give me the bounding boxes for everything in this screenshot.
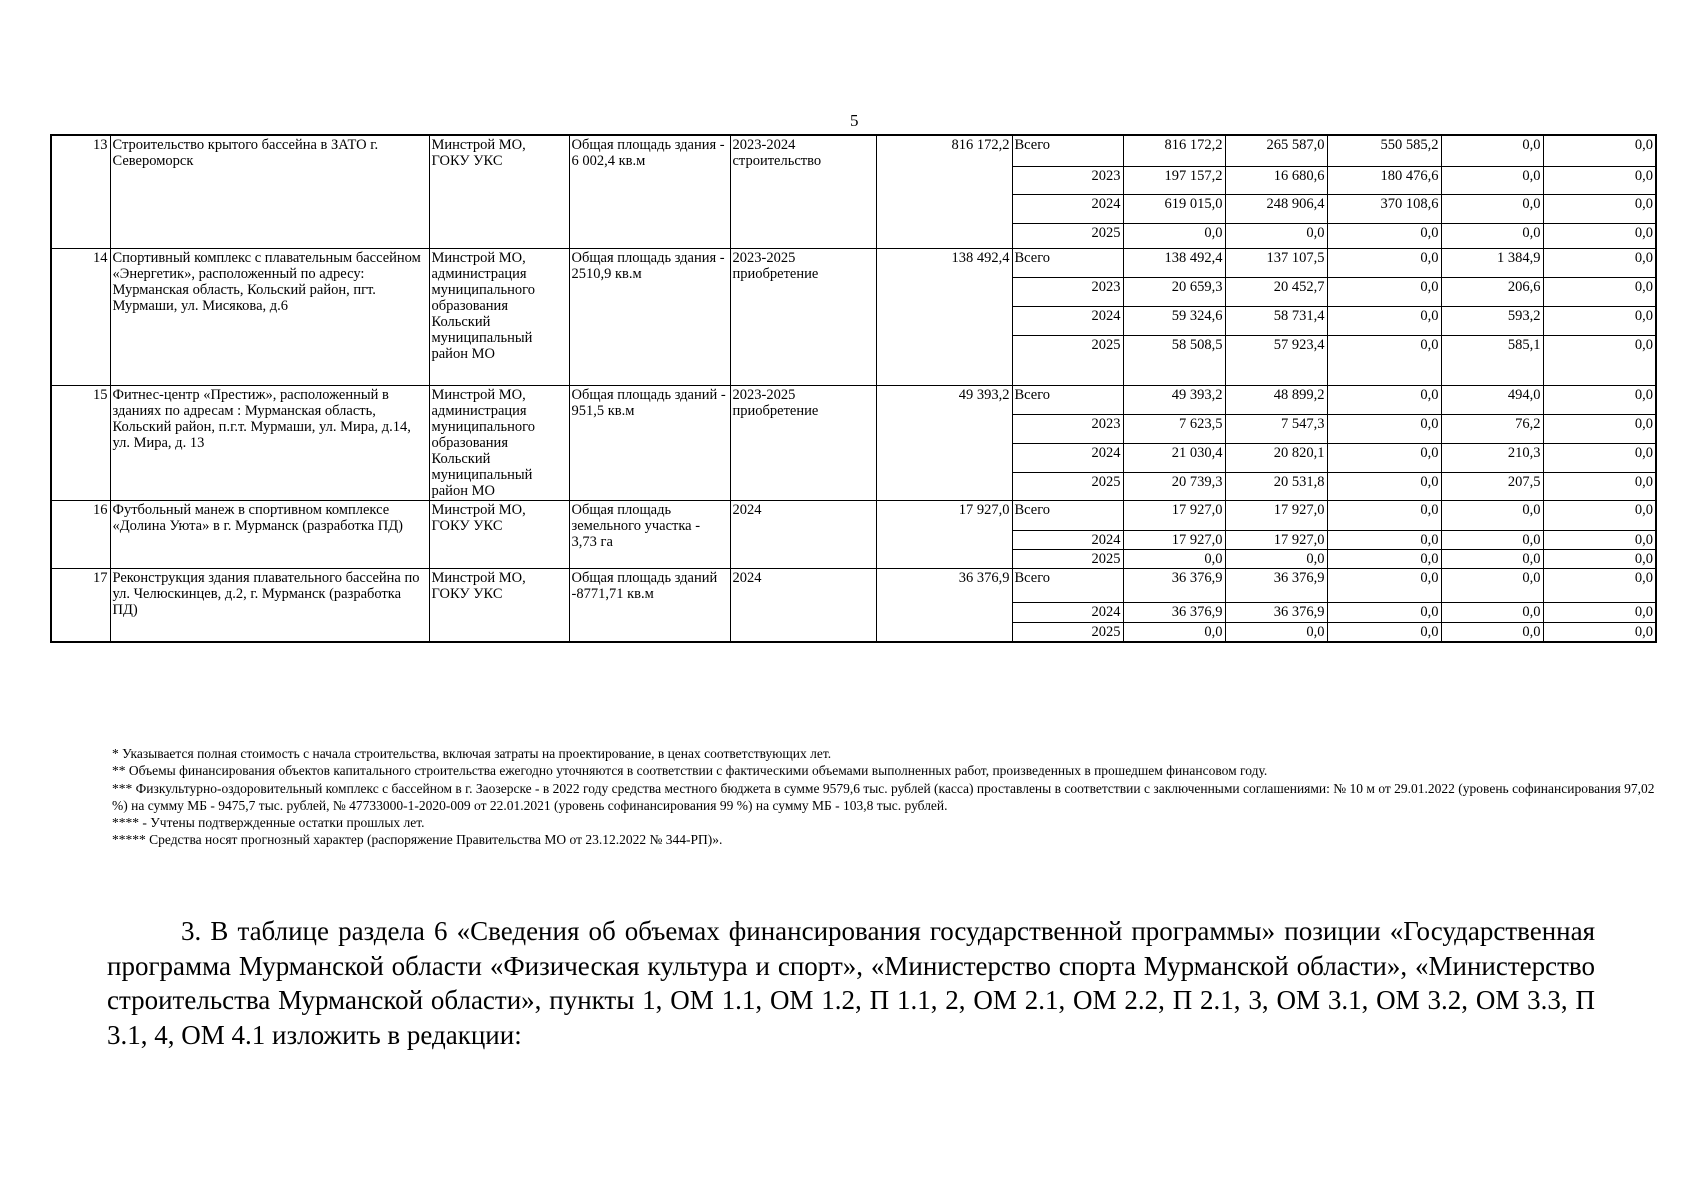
amount-cell: 0,0 (1543, 194, 1656, 223)
amount-cell: 585,1 (1441, 335, 1543, 385)
amount-cell: 180 476,6 (1327, 166, 1441, 194)
amount-cell: 20 531,8 (1225, 472, 1327, 500)
year-cell: 2025 (1012, 472, 1123, 500)
amount-cell: 0,0 (1225, 549, 1327, 568)
amount-cell: 0,0 (1441, 549, 1543, 568)
amount-cell: 0,0 (1327, 385, 1441, 414)
footnotes (112, 745, 1657, 849)
amount-cell: 0,0 (1327, 530, 1441, 549)
amount-cell: 0,0 (1327, 223, 1441, 248)
page-number: 5 (850, 111, 859, 130)
table-row (51, 248, 1656, 277)
capacity-cell: Общая площадь здания - 2510,9 кв.м (569, 248, 730, 385)
amount-cell: 0,0 (1327, 248, 1441, 277)
cost-cell: 816 172,2 (876, 135, 1012, 248)
amount-cell: 0,0 (1543, 530, 1656, 549)
capacity-cell: Общая площадь здания - 6 002,4 кв.м (569, 135, 730, 248)
year-cell: 2025 (1012, 622, 1123, 642)
amount-cell: 619 015,0 (1123, 194, 1225, 223)
amount-cell: 0,0 (1543, 277, 1656, 306)
amount-cell: 36 376,9 (1225, 568, 1327, 602)
amount-cell: 197 157,2 (1123, 166, 1225, 194)
amount-cell: 20 452,7 (1225, 277, 1327, 306)
amount-cell: 0,0 (1327, 306, 1441, 335)
amount-cell: 0,0 (1543, 472, 1656, 500)
object-name: Реконструкция здания плавательного бассейна по ул. Челюскинцев, д.2, г. Мурманск (разработка ПД) (110, 568, 429, 642)
amount-cell: 0,0 (1327, 472, 1441, 500)
footnote: ***** Средства носят прогнозный характер (распоряжение Правительства МО от 23.12.2022 № 344-РП)». (112, 832, 723, 848)
amount-cell: 21 030,4 (1123, 443, 1225, 472)
year-cell: 2025 (1012, 223, 1123, 248)
amount-cell: 0,0 (1327, 335, 1441, 385)
amount-cell: 76,2 (1441, 414, 1543, 443)
amount-cell: 20 659,3 (1123, 277, 1225, 306)
amount-cell: 57 923,4 (1225, 335, 1327, 385)
footnote: **** - Учтены подтвержденные остатки прошлых лет. (112, 815, 425, 831)
row-number: 14 (51, 248, 110, 385)
amount-cell: 0,0 (1327, 622, 1441, 642)
amount-cell: 0,0 (1543, 135, 1656, 166)
amount-cell: 0,0 (1327, 443, 1441, 472)
amount-cell: 207,5 (1441, 472, 1543, 500)
total-label: Всего (1012, 135, 1123, 166)
table-body (51, 135, 1656, 642)
amount-cell: 0,0 (1441, 135, 1543, 166)
amount-cell: 36 376,9 (1123, 568, 1225, 602)
customer-cell: Минстрой МО, ГОКУ УКС (429, 500, 569, 568)
cost-cell: 36 376,9 (876, 568, 1012, 642)
amount-cell: 0,0 (1441, 622, 1543, 642)
amount-cell: 550 585,2 (1327, 135, 1441, 166)
total-label: Всего (1012, 500, 1123, 530)
year-cell: 2024 (1012, 194, 1123, 223)
total-label: Всего (1012, 248, 1123, 277)
year-cell: 2023 (1012, 414, 1123, 443)
amount-cell: 49 393,2 (1123, 385, 1225, 414)
amount-cell: 48 899,2 (1225, 385, 1327, 414)
amount-cell: 265 587,0 (1225, 135, 1327, 166)
customer-cell: Минстрой МО, ГОКУ УКС (429, 135, 569, 248)
year-cell: 2025 (1012, 549, 1123, 568)
cost-cell: 17 927,0 (876, 500, 1012, 568)
amount-cell: 0,0 (1123, 549, 1225, 568)
period-cell: 2024 (730, 568, 876, 642)
amount-cell: 0,0 (1327, 414, 1441, 443)
amount-cell: 0,0 (1327, 602, 1441, 622)
row-number: 17 (51, 568, 110, 642)
amount-cell: 1 384,9 (1441, 248, 1543, 277)
footnote: ** Объемы финансирования объектов капитального строительства ежегодно уточняются в соответствии с фактическими объемами выполненных работ, произведенных в прошедшем финансовом году. (112, 763, 1268, 779)
amount-cell: 0,0 (1441, 500, 1543, 530)
footnote: * Указывается полная стоимость с начала строительства, включая затраты на проектирование, в ценах соответствующих лет. (112, 746, 832, 761)
customer-cell: Минстрой МО, администрация муниципального образования Кольский муниципальный район МО (429, 385, 569, 500)
amount-cell: 0,0 (1327, 549, 1441, 568)
amount-cell: 7 623,5 (1123, 414, 1225, 443)
amount-cell: 7 547,3 (1225, 414, 1327, 443)
amount-cell: 0,0 (1327, 277, 1441, 306)
amount-cell: 0,0 (1543, 166, 1656, 194)
body-paragraph: 3. В таблице раздела 6 «Сведения об объемах финансирования государственной программы» позиции «Государственная программа Мурманской области «Физическая культура и спорт», «Министерство спорта Мурманской области», «Министерство строительства Мурманской области», пункты 1, ОМ 1.1, ОМ 1.2, П 1.1, 2, ОМ 2.1, ОМ 2.2, П 2.1, 3, ОМ 3.1, ОМ 3.2, ОМ 3.3, П 3.1, 4, ОМ 4.1 изложить в редакции: (107, 916, 1595, 1050)
table-row (51, 500, 1656, 530)
amount-cell: 0,0 (1543, 549, 1656, 568)
table-row (51, 135, 1656, 166)
amount-cell: 0,0 (1225, 223, 1327, 248)
table-row (51, 568, 1656, 602)
amount-cell: 494,0 (1441, 385, 1543, 414)
financing-table (50, 134, 1657, 643)
amount-cell: 59 324,6 (1123, 306, 1225, 335)
amount-cell: 0,0 (1543, 414, 1656, 443)
amount-cell: 370 108,6 (1327, 194, 1441, 223)
amount-cell: 0,0 (1441, 194, 1543, 223)
amount-cell: 0,0 (1543, 500, 1656, 530)
amount-cell: 0,0 (1543, 385, 1656, 414)
amount-cell: 0,0 (1543, 223, 1656, 248)
amount-cell: 0,0 (1441, 568, 1543, 602)
table-row (51, 385, 1656, 414)
capacity-cell: Общая площадь зданий -8771,71 кв.м (569, 568, 730, 642)
capacity-cell: Общая площадь зданий - 951,5 кв.м (569, 385, 730, 500)
amount-cell: 816 172,2 (1123, 135, 1225, 166)
amount-cell: 17 927,0 (1123, 530, 1225, 549)
amount-cell: 137 107,5 (1225, 248, 1327, 277)
amount-cell: 0,0 (1327, 500, 1441, 530)
object-name: Спортивный комплекс с плавательным бассейном «Энергетик», расположенный по адресу: Мурманская область, Кольский район, пгт. Мурмаши, ул. Мисякова, д.6 (110, 248, 429, 385)
amount-cell: 138 492,4 (1123, 248, 1225, 277)
period-cell: 2023-2024 строительство (730, 135, 876, 248)
amount-cell: 0,0 (1543, 248, 1656, 277)
capacity-cell: Общая площадь земельного участка - 3,73 га (569, 500, 730, 568)
amount-cell: 0,0 (1441, 602, 1543, 622)
amount-cell: 0,0 (1225, 622, 1327, 642)
amount-cell: 17 927,0 (1225, 530, 1327, 549)
amount-cell: 20 820,1 (1225, 443, 1327, 472)
amount-cell: 0,0 (1441, 223, 1543, 248)
customer-cell: Минстрой МО, ГОКУ УКС (429, 568, 569, 642)
amount-cell: 36 376,9 (1225, 602, 1327, 622)
amount-cell: 0,0 (1123, 223, 1225, 248)
year-cell: 2025 (1012, 335, 1123, 385)
amount-cell: 593,2 (1441, 306, 1543, 335)
object-name: Фитнес-центр «Престиж», расположенный в зданиях по адресам : Мурманская область, Кольский район, п.г.т. Мурмаши, ул. Мира, д.14, ул. Мира, д. 13 (110, 385, 429, 500)
total-label: Всего (1012, 568, 1123, 602)
row-number: 16 (51, 500, 110, 568)
row-number: 13 (51, 135, 110, 248)
amount-cell: 20 739,3 (1123, 472, 1225, 500)
amount-cell: 36 376,9 (1123, 602, 1225, 622)
amount-cell: 0,0 (1543, 568, 1656, 602)
total-label: Всего (1012, 385, 1123, 414)
amount-cell: 17 927,0 (1225, 500, 1327, 530)
period-cell: 2024 (730, 500, 876, 568)
amount-cell: 0,0 (1543, 335, 1656, 385)
footnote: *** Физкультурно-оздоровительный комплекс с бассейном в г. Заозерске - в 2022 году средства местного бюджета в сумме 9579,6 тыс. рублей (касса) проставлены в соответствии с заключенными соглашениями: № 10 м от 29.01.2022 (уровень софинансирования 97,02 %) на сумму МБ - 9475,7 тыс. рублей, № 47733000-1-2020-009 от 22.01.2021 (уровень софинансирования 99 %) на сумму МБ - 103,8 тыс. рублей. (112, 780, 1655, 813)
amount-cell: 0,0 (1327, 568, 1441, 602)
year-cell: 2024 (1012, 530, 1123, 549)
year-cell: 2023 (1012, 277, 1123, 306)
object-name: Футбольный манеж в спортивном комплексе «Долина Уюта» в г. Мурманск (разработка ПД) (110, 500, 429, 568)
amount-cell: 0,0 (1543, 622, 1656, 642)
year-cell: 2024 (1012, 443, 1123, 472)
amount-cell: 58 731,4 (1225, 306, 1327, 335)
amount-cell: 17 927,0 (1123, 500, 1225, 530)
period-cell: 2023-2025 приобретение (730, 248, 876, 385)
amount-cell: 58 508,5 (1123, 335, 1225, 385)
amount-cell: 0,0 (1543, 306, 1656, 335)
amount-cell: 0,0 (1543, 443, 1656, 472)
amount-cell: 0,0 (1441, 166, 1543, 194)
cost-cell: 138 492,4 (876, 248, 1012, 385)
object-name: Строительство крытого бассейна в ЗАТО г. Североморск (110, 135, 429, 248)
amount-cell: 0,0 (1441, 530, 1543, 549)
amount-cell: 248 906,4 (1225, 194, 1327, 223)
year-cell: 2024 (1012, 306, 1123, 335)
cost-cell: 49 393,2 (876, 385, 1012, 500)
period-cell: 2023-2025 приобретение (730, 385, 876, 500)
row-number: 15 (51, 385, 110, 500)
amount-cell: 16 680,6 (1225, 166, 1327, 194)
amount-cell: 0,0 (1543, 602, 1656, 622)
customer-cell: Минстрой МО, администрация муниципального образования Кольский муниципальный район МО (429, 248, 569, 385)
amount-cell: 206,6 (1441, 277, 1543, 306)
year-cell: 2023 (1012, 166, 1123, 194)
year-cell: 2024 (1012, 602, 1123, 622)
amount-cell: 0,0 (1123, 622, 1225, 642)
amount-cell: 210,3 (1441, 443, 1543, 472)
